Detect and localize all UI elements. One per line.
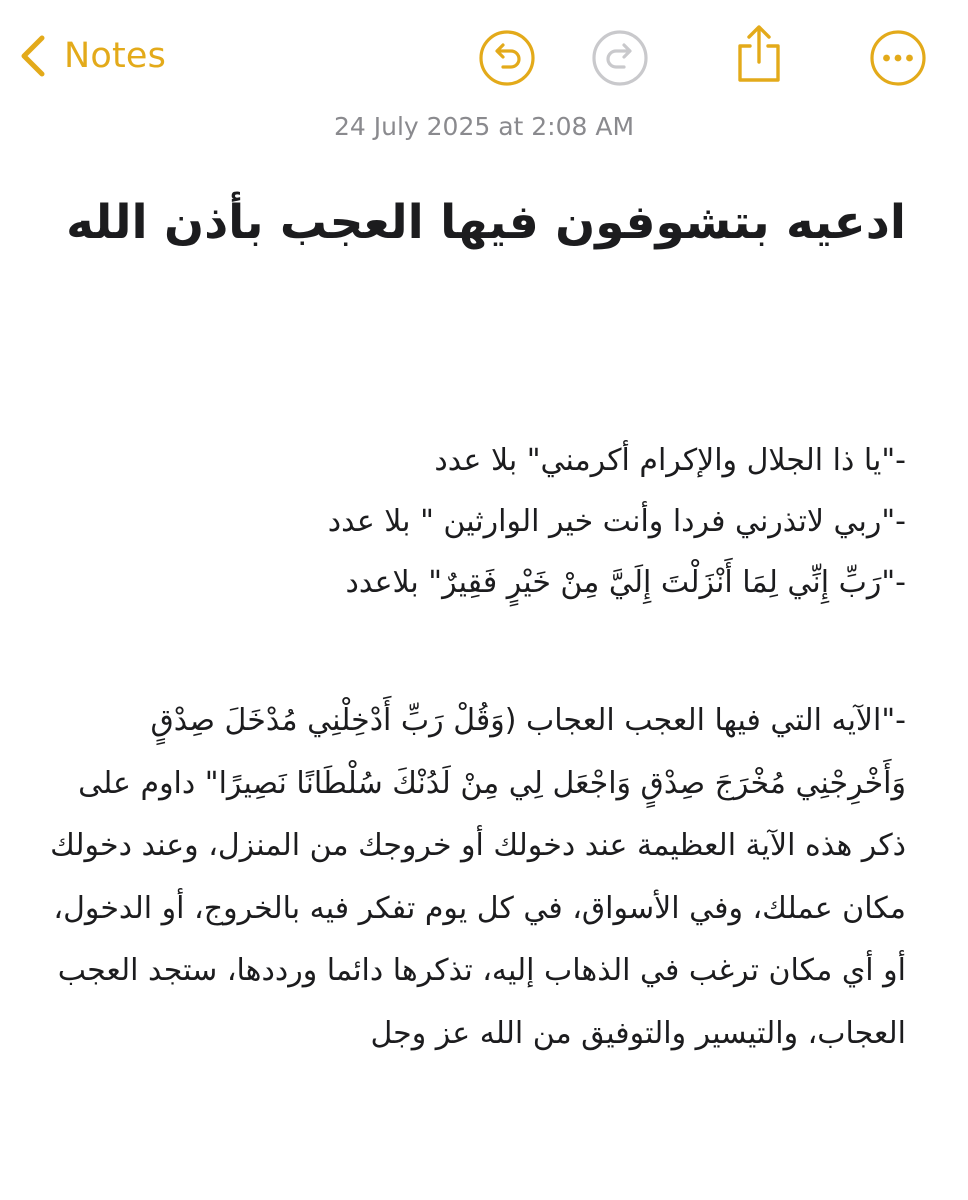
undo-button[interactable]	[478, 29, 536, 87]
redo-button[interactable]	[591, 29, 649, 87]
more-options-button[interactable]	[869, 29, 927, 87]
dua-line: -"ربي لاتذرني فردا وأنت خير الوارثين " بلا عدد	[327, 504, 906, 539]
note-title[interactable]: ادعيه بتشوفون فيها العجب بأذن الله	[66, 195, 906, 250]
dua-list[interactable]	[46, 430, 906, 613]
navigation-toolbar	[0, 0, 968, 120]
note-date: 24 July 2025 at 2:08 AM	[333, 112, 635, 141]
share-button[interactable]	[729, 22, 789, 86]
redo-icon	[591, 29, 649, 87]
chevron-left-icon	[18, 34, 48, 78]
undo-icon	[478, 29, 536, 87]
ellipsis-icon	[869, 29, 927, 87]
share-icon	[729, 22, 789, 86]
back-button-label: Notes	[64, 36, 167, 76]
dua-line: -"يا ذا الجلال والإكرام أكرمني" بلا عدد	[434, 443, 906, 478]
dua-line: -"رَبِّ إِنِّي لِمَا أَنْزَلْتَ إِلَيَّ مِنْ خَيْرٍ فَقِيرٌ" بلاعدد	[345, 565, 906, 600]
back-to-notes-button[interactable]	[18, 28, 166, 84]
note-paragraph[interactable]: -"الآيه التي فيها العجب العجاب (وَقُلْ رَبِّ أَدْخِلْنِي مُدْخَلَ صِدْقٍ وَأَخْرِجْنِي مُخْرَجَ صِدْقٍ وَاجْعَل لِي مِنْ لَدُنْكَ سُلْطَانًا نَصِيرًا" داوم على ذكر هذه الآية العظيمة عند دخولك أو خروجك من المنزل، وعند دخولك مكان عملك، وفي الأسواق، في كل يوم تفكر فيه بالخروج، أو الدخول، أو أي مكان ترغب في الذهاب إليه، تذكرها دائما ورددها، ستجد العجب العجاب، والتيسير والتوفيق من الله عز وجل	[50, 703, 906, 1051]
